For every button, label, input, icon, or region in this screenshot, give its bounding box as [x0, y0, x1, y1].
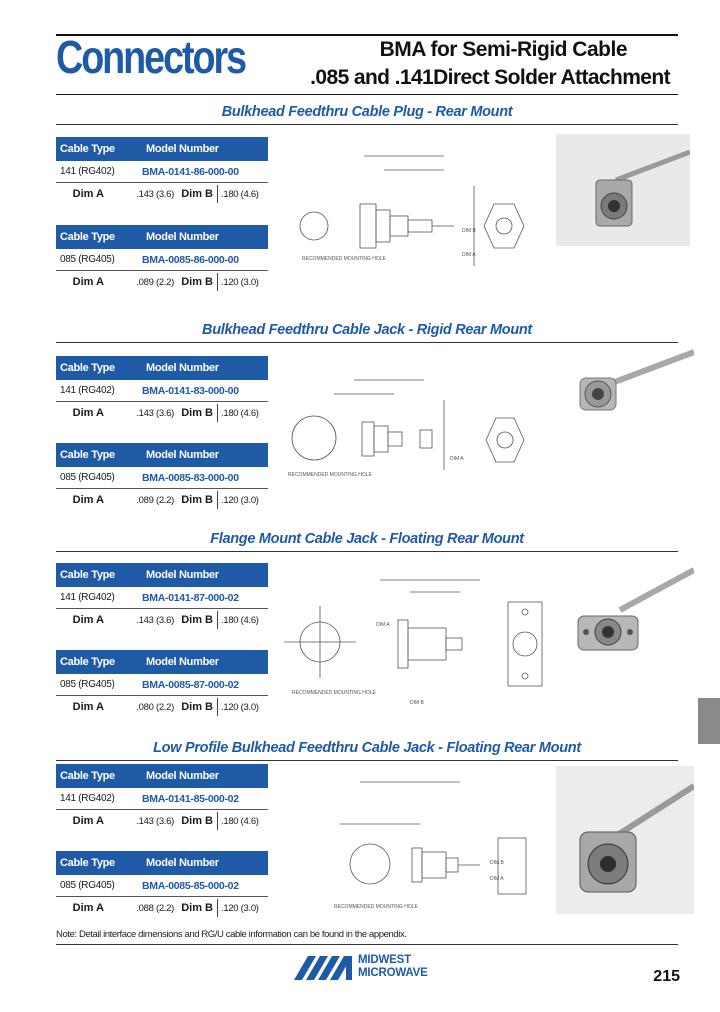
section-title: Bulkhead Feedthru Cable Jack - Rigid Rear Mount: [202, 322, 532, 338]
dim-b-value: .180 (4.6): [221, 815, 259, 827]
page-number: 215: [653, 968, 680, 985]
table-row: [56, 897, 268, 919]
svg-text:DIM B: DIM B: [490, 860, 504, 866]
table-row: [56, 380, 268, 402]
dim-a-value: .143 (3.6): [136, 407, 174, 419]
dim-a-value: .143 (3.6): [136, 188, 174, 200]
model-number-header: Model Number: [146, 231, 219, 243]
cable-type-header: Cable Type: [60, 857, 115, 869]
cable-type-cell: 141 (RG402): [60, 592, 115, 603]
dim-b-value: .180 (4.6): [221, 407, 259, 419]
low-profile-jack-drawing: [300, 768, 550, 924]
section-divider: [56, 760, 678, 761]
flange-mount-jack-photo: [570, 560, 694, 668]
table-header: [56, 563, 268, 587]
dim-b-label: Dim B: [176, 491, 218, 509]
spec-table: [56, 137, 268, 205]
table-row: [56, 609, 268, 631]
table-row: [56, 183, 268, 205]
table-row: [56, 587, 268, 609]
dim-b-label: Dim B: [176, 404, 218, 422]
model-number-cell: BMA-0141-86-000-00: [142, 165, 239, 178]
model-number-header: Model Number: [146, 362, 219, 374]
plug-rear-mount-drawing: [284, 136, 548, 296]
cable-type-cell: 141 (RG402): [60, 166, 115, 177]
low-profile-jack-photo: [556, 766, 694, 914]
dim-a-label: Dim A: [72, 494, 104, 506]
spec-table: [56, 225, 268, 293]
cable-type-header: Cable Type: [60, 143, 115, 155]
dim-a-value: .088 (2.2): [136, 902, 174, 914]
table-row: [56, 875, 268, 897]
model-number-cell: BMA-0141-83-000-00: [142, 384, 239, 397]
dim-b-label: Dim B: [176, 273, 218, 291]
dim-a-value: .080 (2.2): [136, 701, 174, 713]
dim-a-value: .089 (2.2): [136, 494, 174, 506]
svg-text:DIM A: DIM A: [450, 456, 464, 462]
model-number-cell: BMA-0141-87-000-02: [142, 591, 239, 604]
svg-text:DIM A: DIM A: [376, 622, 390, 628]
footer-note: Note: Detail interface dimensions and RG/U cable information can be found in the appendix.: [56, 929, 407, 940]
dim-b-value: .120 (3.0): [221, 902, 259, 914]
dim-b-label: Dim B: [176, 812, 218, 830]
table-row: [56, 788, 268, 810]
table-header: [56, 137, 268, 161]
cable-type-cell: 141 (RG402): [60, 793, 115, 804]
section-divider: [56, 124, 678, 125]
table-header: [56, 851, 268, 875]
spec-table: [56, 356, 268, 424]
model-number-cell: BMA-0085-83-000-00: [142, 471, 239, 484]
footer-rule: [56, 944, 678, 945]
dim-b-label: Dim B: [176, 698, 218, 716]
cable-type-cell: 085 (RG405): [60, 679, 115, 690]
svg-text:RECOMMENDED MOUNTING HOLE: RECOMMENDED MOUNTING HOLE: [302, 256, 386, 262]
cable-type-cell: 141 (RG402): [60, 385, 115, 396]
spec-table: [56, 563, 268, 631]
cable-type-header: Cable Type: [60, 569, 115, 581]
dim-a-label: Dim A: [72, 701, 104, 713]
section-title: Bulkhead Feedthru Cable Plug - Rear Mount: [221, 104, 513, 120]
dim-a-value: .143 (3.6): [136, 614, 174, 626]
table-row: [56, 696, 268, 718]
svg-text:RECOMMENDED MOUNTING HOLE: RECOMMENDED MOUNTING HOLE: [288, 472, 372, 478]
jack-rigid-rear-mount-photo: [560, 346, 694, 446]
model-number-header: Model Number: [146, 857, 219, 869]
cable-type-cell: 085 (RG405): [60, 472, 115, 483]
spec-table: [56, 650, 268, 718]
logo-text-line1: MIDWEST: [358, 954, 411, 966]
table-row: [56, 249, 268, 271]
table-header: [56, 443, 268, 467]
dim-a-label: Dim A: [72, 614, 104, 626]
page-title: Connectors: [56, 31, 246, 83]
svg-text:RECOMMENDED MOUNTING HOLE: RECOMMENDED MOUNTING HOLE: [292, 690, 376, 696]
page-subtitle-line2: .085 and .141Direct Solder Attachment: [310, 66, 670, 89]
cable-type-cell: 085 (RG405): [60, 880, 115, 891]
model-number-header: Model Number: [146, 770, 219, 782]
model-number-cell: BMA-0085-85-000-02: [142, 879, 239, 892]
table-row: [56, 467, 268, 489]
dim-b-label: Dim B: [176, 185, 218, 203]
dim-b-value: .180 (4.6): [221, 614, 259, 626]
logo-text-line2: MICROWAVE: [358, 967, 428, 979]
page-subtitle-line1: BMA for Semi-Rigid Cable: [379, 38, 627, 61]
section-title: Low Profile Bulkhead Feedthru Cable Jack - Floating Rear Mount: [153, 740, 581, 756]
cable-type-cell: 085 (RG405): [60, 254, 115, 265]
model-number-cell: BMA-0085-86-000-00: [142, 253, 239, 266]
table-header: [56, 764, 268, 788]
svg-text:DIM B: DIM B: [462, 228, 476, 234]
dim-b-label: Dim B: [176, 899, 218, 917]
dim-a-label: Dim A: [72, 188, 104, 200]
cable-type-header: Cable Type: [60, 770, 115, 782]
spec-table: [56, 764, 268, 832]
table-row: [56, 271, 268, 293]
svg-text:DIM B: DIM B: [410, 700, 424, 706]
table-header: [56, 225, 268, 249]
spec-table: [56, 443, 268, 511]
dim-b-value: .120 (3.0): [221, 276, 259, 288]
spec-table: [56, 851, 268, 919]
dim-a-label: Dim A: [72, 815, 104, 827]
svg-text:DIM A: DIM A: [490, 876, 504, 882]
flange-mount-jack-drawing: [280, 566, 560, 722]
svg-text:RECOMMENDED MOUNTING HOLE: RECOMMENDED MOUNTING HOLE: [334, 904, 418, 910]
table-row: [56, 402, 268, 424]
plug-rear-mount-photo: [556, 134, 690, 246]
dim-b-value: .120 (3.0): [221, 494, 259, 506]
table-row: [56, 161, 268, 183]
svg-text:DIM A: DIM A: [462, 252, 476, 258]
model-number-cell: BMA-0085-87-000-02: [142, 678, 239, 691]
section-title: Flange Mount Cable Jack - Floating Rear Mount: [210, 531, 524, 547]
cable-type-header: Cable Type: [60, 231, 115, 243]
dim-a-label: Dim A: [72, 407, 104, 419]
model-number-cell: BMA-0141-85-000-02: [142, 792, 239, 805]
dim-a-label: Dim A: [72, 276, 104, 288]
header-bottom-rule: [56, 94, 678, 95]
table-header: [56, 650, 268, 674]
section-tab-marker: [698, 698, 720, 744]
jack-rigid-rear-mount-drawing: [284, 360, 548, 500]
dim-a-value: .089 (2.2): [136, 276, 174, 288]
dim-b-value: .180 (4.6): [221, 188, 259, 200]
table-header: [56, 356, 268, 380]
table-row: [56, 674, 268, 696]
dim-a-label: Dim A: [72, 902, 104, 914]
table-row: [56, 810, 268, 832]
section-divider: [56, 551, 678, 552]
model-number-header: Model Number: [146, 569, 219, 581]
table-row: [56, 489, 268, 511]
cable-type-header: Cable Type: [60, 449, 115, 461]
dim-b-label: Dim B: [176, 611, 218, 629]
model-number-header: Model Number: [146, 656, 219, 668]
dim-b-value: .120 (3.0): [221, 701, 259, 713]
model-number-header: Model Number: [146, 143, 219, 155]
cable-type-header: Cable Type: [60, 656, 115, 668]
model-number-header: Model Number: [146, 449, 219, 461]
cable-type-header: Cable Type: [60, 362, 115, 374]
dim-a-value: .143 (3.6): [136, 815, 174, 827]
section-divider: [56, 342, 678, 343]
